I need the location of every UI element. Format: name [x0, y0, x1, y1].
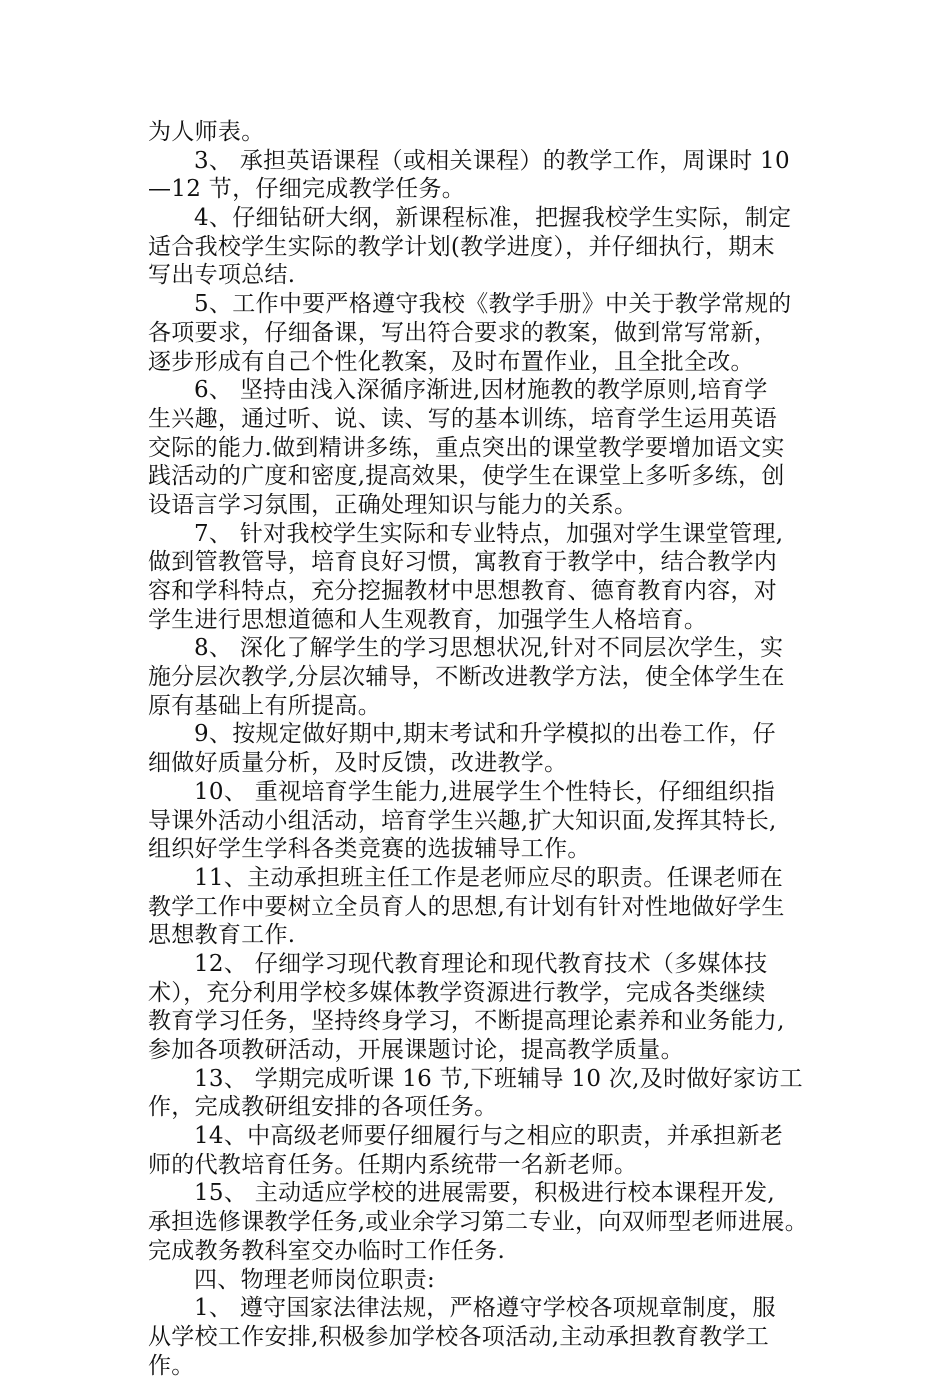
- document-line: 生兴趣，通过听、说、读、写的基本训练，培育学生运用英语: [148, 405, 778, 432]
- document-line: 作。: [148, 1352, 195, 1379]
- document-body: [148, 118, 820, 1380]
- document-line: 作，完成教研组安排的各项任务。: [148, 1094, 498, 1121]
- document-line: 原有基础上有所提高。: [148, 692, 381, 719]
- document-line: 导课外活动小组活动，培育学生兴趣,扩大知识面,发挥其特长,: [148, 807, 777, 834]
- document-line: 15、 主动适应学校的进展需要，积极进行校本课程开发,: [194, 1180, 775, 1207]
- document-line: 细做好质量分析，及时反馈，改进教学。: [148, 750, 568, 777]
- document-line: 学生进行思想道德和人生观教育，加强学生人格培育。: [148, 606, 708, 633]
- document-line: 逐步形成有自己个性化教案，及时布置作业，且全批全改。: [148, 348, 754, 375]
- document-line: 术），充分利用学校多媒体教学资源进行教学，完成各类继续: [148, 979, 766, 1006]
- document-line: 11、主动承担班主任工作是老师应尽的职责。任课老师在: [194, 864, 784, 891]
- document-line: 组织好学生学科各类竞赛的选拔辅导工作。: [148, 836, 591, 863]
- document-line: 为人师表。: [148, 119, 265, 145]
- document-line: 师的代教培育任务。任期内系统带一名新老师。: [148, 1151, 638, 1178]
- document-line: 13、 学期完成听课 16 节,下班辅导 10 次,及时做好家访工: [194, 1065, 803, 1092]
- document-line: 教学工作中要树立全员育人的思想,有计划有针对性地做好学生: [148, 893, 785, 920]
- document-line: 容和学科特点，充分挖掘教材中思想教育、德育教育内容，对: [148, 578, 778, 604]
- document-line: 完成教务教科室交办临时工作任务.: [148, 1237, 506, 1264]
- document-line: 3、 承担英语课程（或相关课程）的教学工作，周课时 10: [194, 147, 790, 174]
- document-line: 6、 坚持由浅入深循序渐进,因材施教的教学原则,培育学: [194, 377, 768, 404]
- document-line: 教育学习任务，坚持终身学习，不断提高理论素养和业务能力,: [148, 1008, 785, 1035]
- document-line: 12、 仔细学习现代教育理论和现代教育技术（多媒体技: [194, 950, 768, 977]
- document-line: 做到管教管导，培育良好习惯，寓教育于教学中，结合教学内: [148, 549, 778, 576]
- document-line: 9、按规定做好期中,期末考试和升学模拟的出卷工作，仔: [194, 721, 776, 748]
- document-line: 施分层次教学,分层次辅导，不断改进教学方法，使全体学生在: [148, 664, 785, 691]
- document-line: 适合我校学生实际的教学计划(教学进度），并仔细执行，期末: [148, 233, 775, 260]
- document-line: 7、 针对我校学生实际和专业特点，加强对学生课堂管理,: [194, 520, 784, 547]
- document-line: —12 节，仔细完成教学任务。: [148, 176, 466, 203]
- document-line: 写出专项总结.: [148, 262, 296, 289]
- document-line: 设语言学习氛围，正确处理知识与能力的关系。: [148, 491, 638, 518]
- document-line: 从学校工作安排,积极参加学校各项活动,主动承担教育教学工: [148, 1323, 770, 1350]
- document-line: 思想教育工作.: [148, 922, 296, 949]
- document-line: 各项要求，仔细备课，写出符合要求的教案，做到常写常新，: [148, 319, 778, 346]
- document-line: 践活动的广度和密度,提高效果，使学生在课堂上多听多练，创: [148, 463, 785, 490]
- document-line: 承担选修课教学任务,或业余学习第二专业，向双师型老师进展。: [148, 1209, 809, 1236]
- document-line: 4、仔细钻研大纲，新课程标准，把握我校学生实际，制定: [194, 205, 792, 232]
- document-line: 交际的能力.做到精讲多练，重点突出的课堂教学要增加语文实: [148, 434, 785, 461]
- document-line: 四、物理老师岗位职责:: [194, 1266, 436, 1293]
- document-line: 8、 深化了解学生的学习思想状况,针对不同层次学生，实: [194, 635, 784, 662]
- document-line: 14、中高级老师要仔细履行与之相应的职责，并承担新老: [194, 1123, 784, 1150]
- document-line: 参加各项教研活动，开展课题讨论，提高教学质量。: [148, 1037, 684, 1063]
- document-line: 1、 遵守国家法律法规，严格遵守学校各项规章制度，服: [194, 1295, 776, 1322]
- document-line: 5、工作中要严格遵守我校《教学手册》中关于教学常规的: [194, 291, 792, 318]
- document-line: 10、 重视培育学生能力,进展学生个性特长，仔细组织指: [194, 778, 775, 805]
